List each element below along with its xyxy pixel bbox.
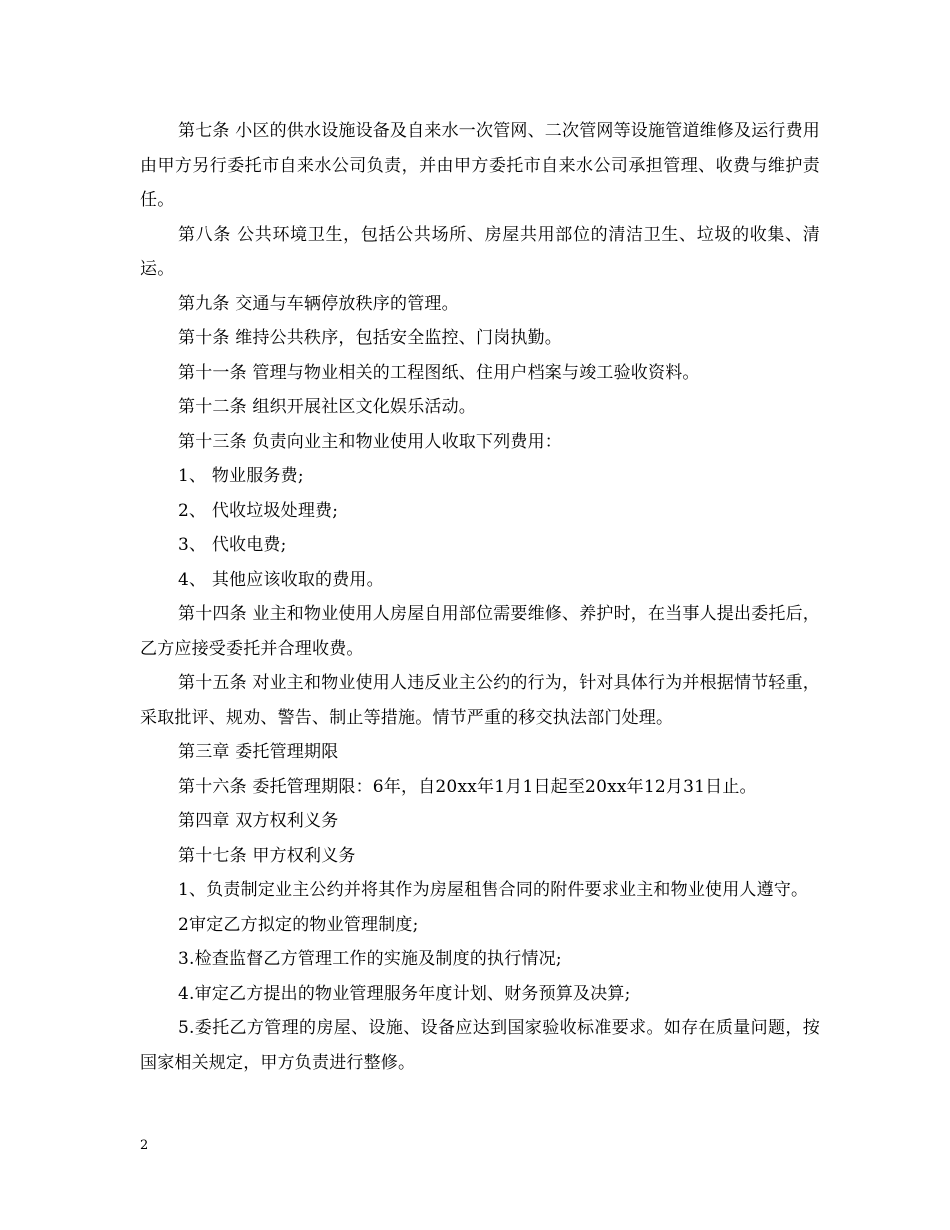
obligation-list-item: 2审定乙方拟定的物业管理制度; xyxy=(178,914,419,935)
page-number: 2 xyxy=(140,1138,149,1153)
article-8-paragraph: 第八条 公共环境卫生，包括公共场所、房屋共用部位的清洁卫生、垃圾的收集、清运。 xyxy=(140,224,820,279)
fee-list-item: 2、 代收垃圾处理费; xyxy=(178,500,339,521)
obligation-list-item: 4.审定乙方提出的物业管理服务年度计划、财务预算及决算; xyxy=(178,983,631,1004)
obligation-list-item: 5.委托乙方管理的房屋、设施、设备应达到国家验收标准要求。如存在质量问题，按国家相关规定，甲方负责进行整修。 xyxy=(140,1018,820,1073)
article-9-paragraph: 第九条 交通与车辆停放秩序的管理。 xyxy=(178,293,459,314)
article-10-paragraph: 第十条 维持公共秩序，包括安全监控、门岗执勤。 xyxy=(178,328,563,348)
chapter-4-heading: 第四章 双方权利义务 xyxy=(178,811,339,831)
document-body xyxy=(140,114,820,1080)
fee-list-item: 4、 其他应该收取的费用。 xyxy=(178,569,384,590)
chapter-3-heading: 第三章 委托管理期限 xyxy=(178,742,339,762)
article-7-paragraph: 第七条 小区的供水设施设备及自来水一次管网、二次管网等设施管道维修及运行费用由甲方另行委托市自来水公司负责，并由甲方委托市自来水公司承担管理、收费与维护责任。 xyxy=(140,121,821,210)
obligation-list-item: 1、负责制定业主公约并将其作为房屋租售合同的附件要求业主和物业使用人遵守。 xyxy=(178,880,809,900)
article-12-paragraph: 第十二条 组织开展社区文化娱乐活动。 xyxy=(178,397,477,417)
article-11-paragraph: 第十一条 管理与物业相关的工程图纸、住用户档案与竣工验收资料。 xyxy=(178,362,700,383)
article-16-paragraph: 第十六条 委托管理期限：6年，自20xx年1月1日起至20xx年12月31日止。 xyxy=(178,776,757,797)
article-15-paragraph: 第十五条 对业主和物业使用人违反业主公约的行为，针对具体行为并根据情节轻重，采取批评、规劝、警告、制止等措施。情节严重的移交执法部门处理。 xyxy=(140,673,821,728)
fee-list-item: 3、 代收电费; xyxy=(178,535,287,555)
article-17-paragraph: 第十七条 甲方权利义务 xyxy=(178,845,356,866)
article-13-paragraph: 第十三条 负责向业主和物业使用人收取下列费用： xyxy=(178,431,563,452)
obligation-list-item: 3.检查监督乙方管理工作的实施及制度的执行情况; xyxy=(178,949,562,969)
article-14-paragraph: 第十四条 业主和物业使用人房屋自用部位需要维修、养护时，在当事人提出委托后，乙方应接受委托并合理收费。 xyxy=(140,604,821,659)
fee-list-item: 1、 物业服务费; xyxy=(178,466,304,486)
